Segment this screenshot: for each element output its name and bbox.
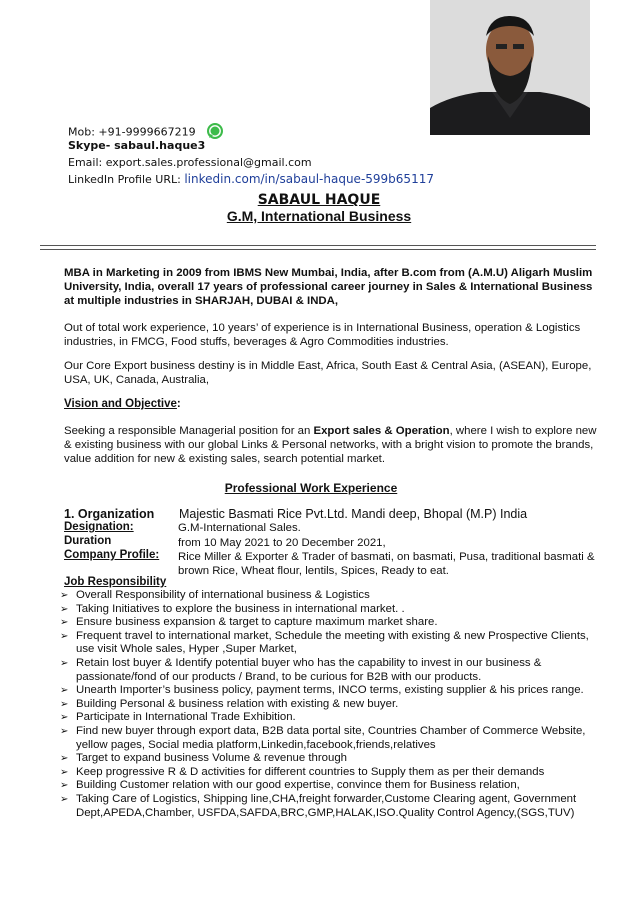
vision-heading-colon: : bbox=[176, 398, 181, 410]
company-profile-label: Company Profile: bbox=[64, 549, 160, 561]
organization-name: Majestic Basmati Rice Pvt.Ltd. Mandi deep, Bhopal (M.P) India bbox=[179, 507, 528, 521]
organization-row bbox=[64, 507, 528, 521]
responsibility-list bbox=[60, 589, 608, 820]
job-responsibility-heading: Job Responsibility bbox=[64, 576, 167, 588]
responsibility-item bbox=[60, 779, 608, 793]
responsibility-item bbox=[60, 793, 608, 820]
responsibility-text: Retain lost buyer & Identify potential buyer who has the capability to invest in our business & passionate/fond of our products / Brand, to be curious for B2B with our products. bbox=[76, 656, 542, 683]
responsibility-item bbox=[60, 603, 608, 617]
duration-label: Duration bbox=[64, 535, 112, 547]
responsibility-text: Building Customer relation with our good expertise, convince them for Business relation, bbox=[76, 779, 520, 792]
responsibility-text: Find new buyer through export data, B2B data portal site, Countries Chamber of Commerce Website, yellow pages, Social media platform,Linkedin,facebook,friends,relatives bbox=[76, 724, 586, 751]
arrow-bullet-icon: ➢ bbox=[60, 685, 69, 697]
header-divider-bottom bbox=[40, 249, 596, 250]
responsibility-text: Taking Initiatives to explore the business in international market. . bbox=[76, 602, 405, 615]
contact-email[interactable] bbox=[68, 156, 312, 169]
arrow-bullet-icon: ➢ bbox=[60, 725, 69, 737]
designation-label: Designation: bbox=[64, 521, 134, 533]
summary-experience: Out of total work experience, 10 years’ of experience is in International Business, operation & Logistics industries, in FMCG, Food stuffs, beverages & Agro Commodities industries. bbox=[64, 322, 581, 348]
summary-highlight-text: MBA in Marketing in 2009 from IBMS New Mumbai, India, after B.com from (A.M.U) Aligarh Muslim University, India, overall 17 years of professional career journey in Sales & International Business at multiple industries in SHARJAH, DUBAI & INDA, bbox=[64, 267, 593, 307]
arrow-bullet-icon: ➢ bbox=[60, 698, 69, 710]
duration-value: from 10 May 2021 to 20 December 2021, bbox=[178, 537, 386, 549]
responsibility-text: Target to expand business Volume & revenue through bbox=[76, 752, 348, 765]
arrow-bullet-icon: ➢ bbox=[60, 617, 69, 629]
linkedin-link[interactable]: linkedin.com/in/sabaul-haque-599b65117 bbox=[184, 172, 434, 186]
arrow-bullet-icon: ➢ bbox=[60, 753, 69, 765]
responsibility-text: Taking Care of Logistics, Shipping line,CHA,freight forwarder,Custome Clearing agent, Government Dept,APEDA,Chamber, USFDA,SAFDA,BRC,GMP,HALAK,ISO.Quality Control Agency,(SGS,TUV) bbox=[76, 792, 577, 819]
arrow-bullet-icon: ➢ bbox=[60, 603, 69, 615]
responsibility-item bbox=[60, 630, 608, 657]
vision-heading-text: Vision and Objective bbox=[64, 398, 177, 410]
responsibility-text: Ensure business expansion & target to capture maximum market share. bbox=[76, 616, 438, 629]
email-text[interactable]: Email: export.sales.professional@gmail.com bbox=[68, 156, 312, 169]
arrow-bullet-icon: ➢ bbox=[60, 630, 69, 642]
arrow-bullet-icon: ➢ bbox=[60, 657, 69, 669]
responsibility-text: Unearth Importer’s business policy, payment terms, INCO terms, existing supplier & his prices range. bbox=[76, 684, 584, 697]
profile-photo bbox=[430, 0, 590, 135]
summary-destinations: Our Core Export business destiny is in Middle East, Africa, South East & Central Asia, (ASEAN), Europe, USA, UK, Canada, Australia, bbox=[64, 360, 592, 386]
vision-text-start: Seeking a responsible Managerial position for an bbox=[64, 425, 314, 437]
responsibility-text: Keep progressive R & D activities for different countries to Supply them as per their demands bbox=[76, 765, 545, 778]
vision-heading bbox=[64, 398, 181, 410]
candidate-title: G.M, International Business bbox=[226, 208, 412, 224]
arrow-bullet-icon: ➢ bbox=[60, 712, 69, 724]
arrow-bullet-icon: ➢ bbox=[60, 590, 69, 601]
responsibility-text: Overall Responsibility of international business & Logistics bbox=[76, 589, 370, 601]
designation-value: G.M-International Sales. bbox=[178, 522, 301, 534]
responsibility-text: Participate in International Trade Exhibition. bbox=[76, 711, 296, 724]
arrow-bullet-icon: ➢ bbox=[60, 793, 69, 805]
responsibility-item bbox=[60, 766, 608, 780]
responsibility-item bbox=[60, 589, 608, 603]
responsibility-text: Frequent travel to international market, Schedule the meeting with existing & new Prospective Clients, use visit Whole sales, Hyper ,Super Market, bbox=[76, 629, 589, 656]
responsibility-item bbox=[60, 698, 608, 712]
responsibility-item bbox=[60, 725, 608, 752]
vision-text-end: , where I wish to explore new & existing business with our global Links & Personal networks, with a bright vision to promote the brands, value addition for new & existing sales, search potential market. bbox=[64, 425, 597, 465]
candidate-name: SABAUL HAQUE bbox=[257, 192, 381, 208]
whatsapp-icon bbox=[205, 122, 225, 143]
mobile-text: Mob: +91-9999667219 bbox=[68, 125, 196, 139]
responsibility-item bbox=[60, 657, 608, 684]
responsibility-item bbox=[60, 711, 608, 725]
contact-skype bbox=[68, 139, 205, 152]
linkedin-label: LinkedIn Profile URL: bbox=[68, 173, 181, 186]
responsibility-item bbox=[60, 684, 608, 698]
responsibility-item bbox=[60, 616, 608, 630]
summary-highlight bbox=[64, 266, 604, 308]
experience-section-title: Professional Work Experience bbox=[224, 481, 398, 495]
company-profile-value: Rice Miller & Exporter & Trader of basmati, on basmati, Pusa, traditional basmati & brown Rice, Wheat flour, lentils, Spices, Ready to eat. bbox=[178, 551, 595, 577]
vision-text bbox=[64, 424, 604, 466]
responsibility-item bbox=[60, 752, 608, 766]
arrow-bullet-icon: ➢ bbox=[60, 766, 69, 778]
arrow-bullet-icon: ➢ bbox=[60, 780, 69, 792]
skype-text: Skype- sabaul.haque3 bbox=[68, 139, 206, 152]
organization-label: 1. Organization bbox=[64, 507, 155, 521]
vision-text-bold: Export sales & Operation bbox=[313, 425, 450, 437]
responsibility-text: Building Personal & business relation with existing & new buyer. bbox=[76, 697, 399, 710]
contact-linkedin bbox=[68, 172, 434, 186]
header-divider-top bbox=[40, 245, 596, 246]
